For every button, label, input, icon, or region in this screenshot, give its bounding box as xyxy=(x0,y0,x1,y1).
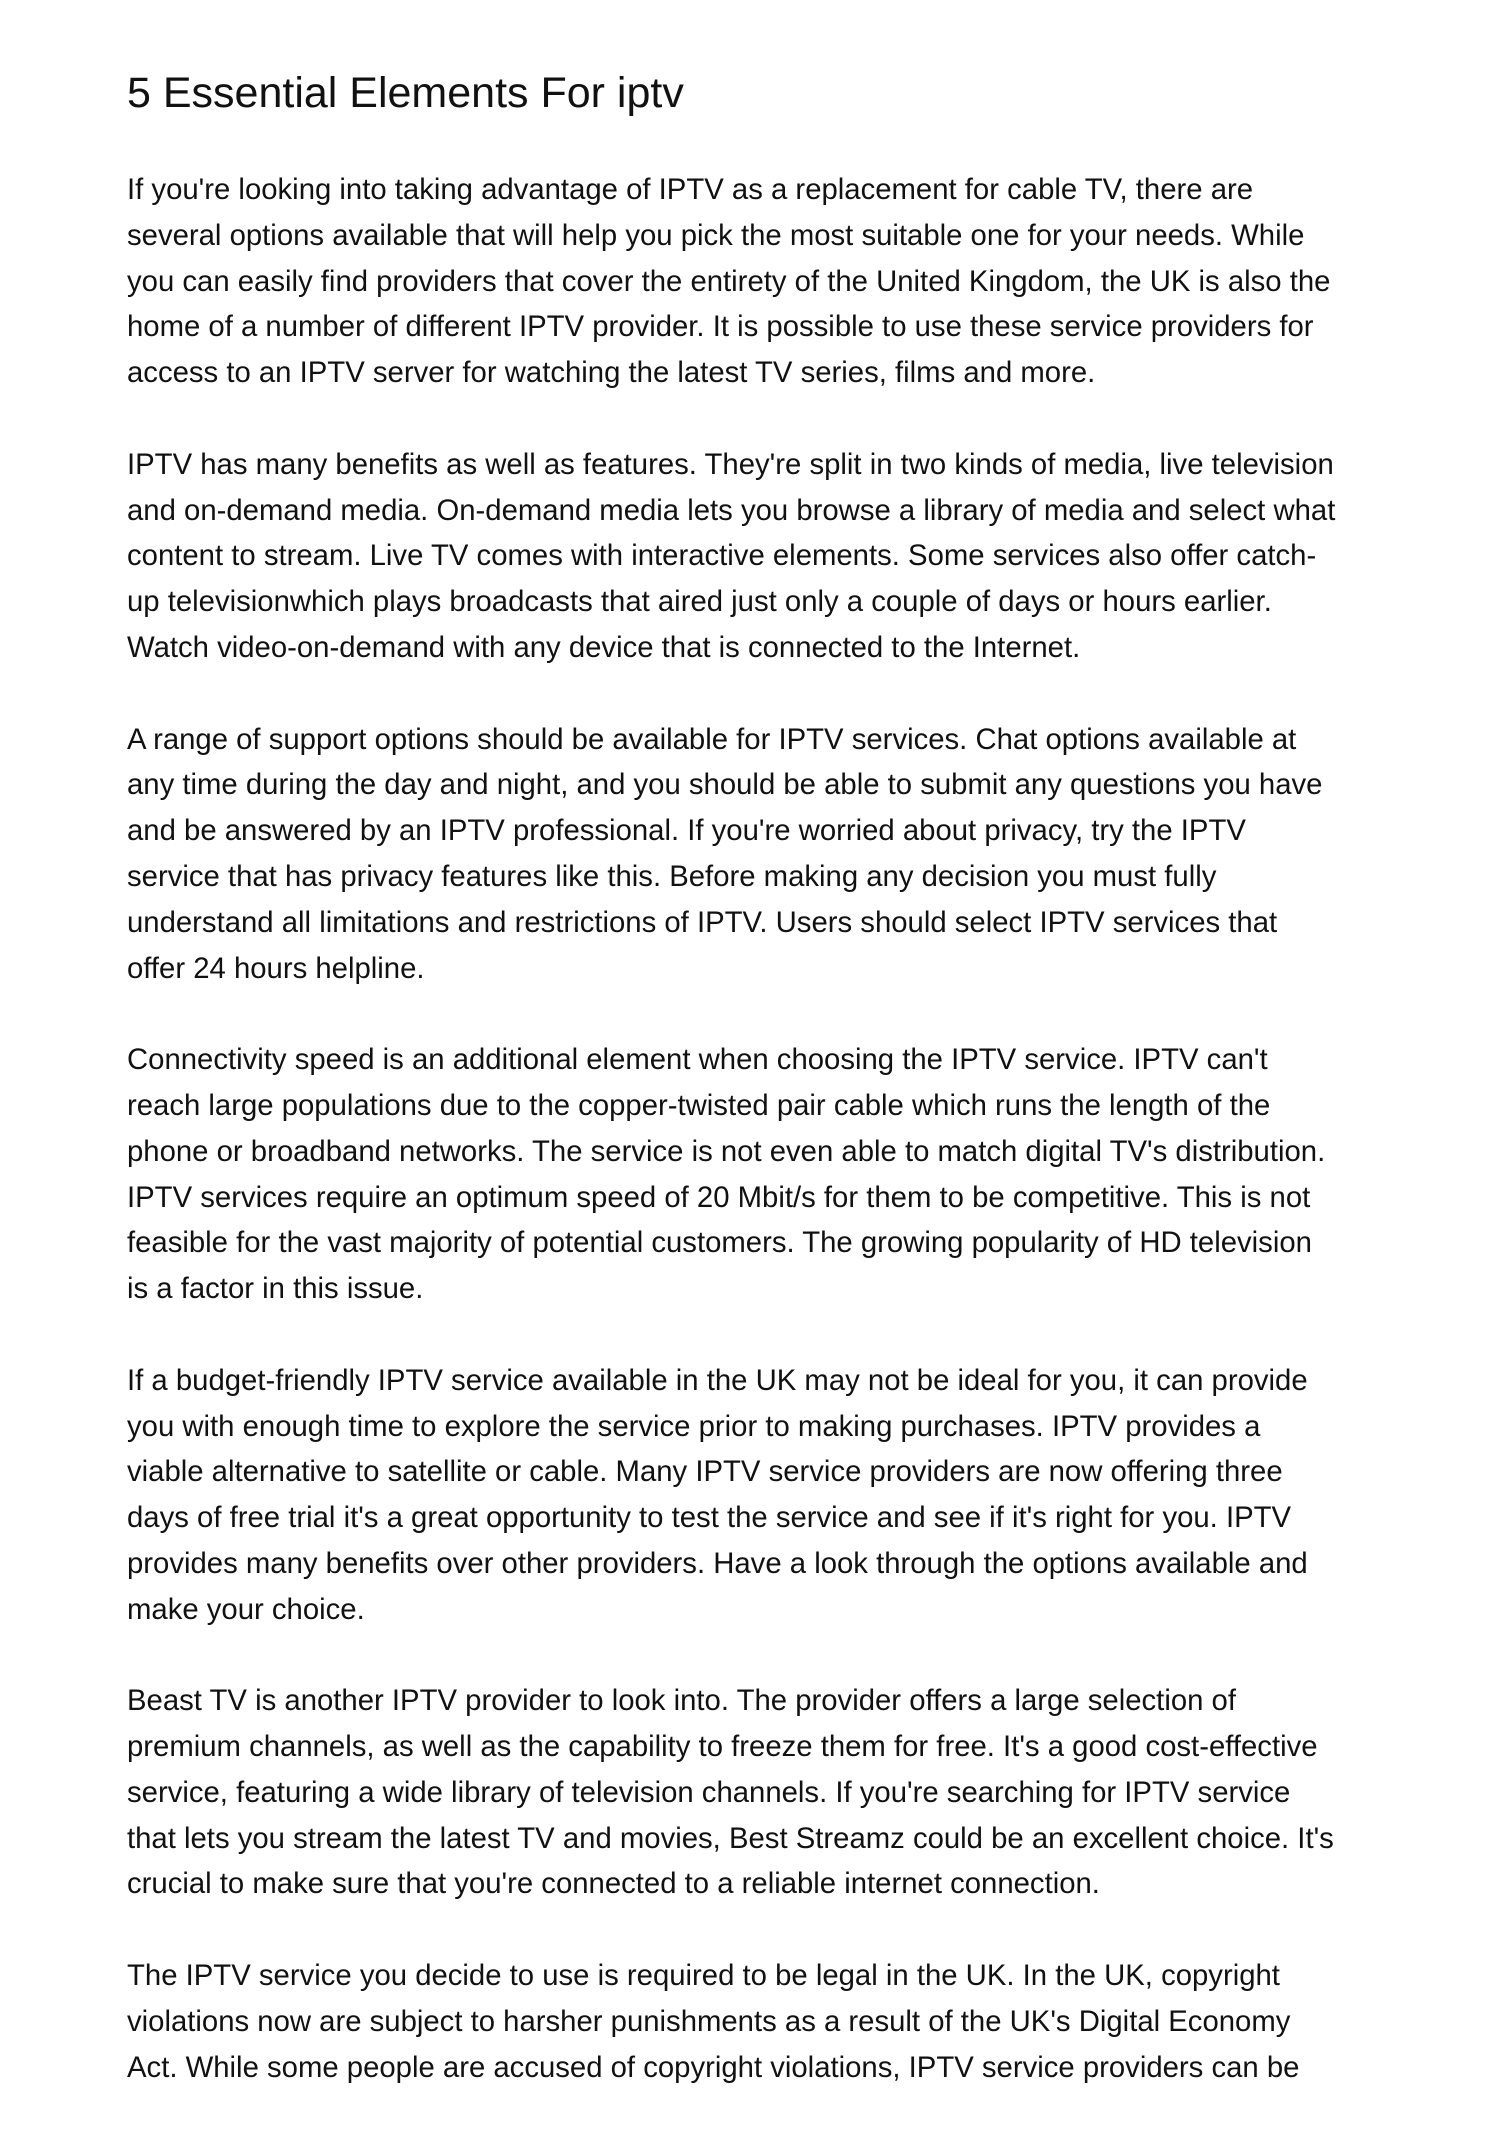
paragraph-line: offer 24 hours helpline. xyxy=(127,951,425,985)
paragraph-line: A range of support options should be available for IPTV services. Chat options available at xyxy=(127,722,1297,756)
paragraph-line: If a budget-friendly IPTV service available in the UK may not be ideal for you, it can provide xyxy=(127,1363,1308,1397)
paragraph-line: Connectivity speed is an additional element when choosing the IPTV service. IPTV can't xyxy=(127,1043,1268,1077)
paragraph-line: up televisionwhich plays broadcasts that aired just only a couple of days or hours earlier. xyxy=(127,585,1272,619)
page-title: 5 Essential Elements For iptv xyxy=(127,69,684,117)
paragraph-line: access to an IPTV server for watching the latest TV series, films and more. xyxy=(127,356,1096,390)
paragraph-line: phone or broadband networks. The service is not even able to match digital TV's distribution. xyxy=(127,1134,1326,1168)
paragraph xyxy=(127,1953,1389,2090)
paragraph-line: that lets you stream the latest TV and movies, Best Streamz could be an excellent choice. It's xyxy=(127,1821,1334,1855)
paragraph xyxy=(127,1037,1389,1312)
paragraph-line: Watch video-on-demand with any device that is connected to the Internet. xyxy=(127,630,1081,664)
paragraph-line: you with enough time to explore the service prior to making purchases. IPTV provides a xyxy=(127,1409,1261,1443)
paragraph-line: feasible for the vast majority of potential customers. The growing popularity of HD television xyxy=(127,1226,1312,1260)
paragraph-line: Beast TV is another IPTV provider to look into. The provider offers a large selection of xyxy=(127,1684,1236,1718)
paragraph-line: several options available that will help you pick the most suitable one for your needs. While xyxy=(127,218,1305,252)
paragraph-line: viable alternative to satellite or cable. Many IPTV service providers are now offering three xyxy=(127,1455,1283,1489)
paragraph xyxy=(127,1678,1389,1907)
paragraph xyxy=(127,717,1389,992)
paragraph-line: days of free trial it's a great opportunity to test the service and see if it's right for you. IPTV xyxy=(127,1501,1292,1535)
paragraph-line: and be answered by an IPTV professional. If you're worried about privacy, try the IPTV xyxy=(127,814,1246,848)
paragraph-line: content to stream. Live TV comes with interactive elements. Some services also offer catch- xyxy=(127,539,1317,573)
paragraph-line: If you're looking into taking advantage of IPTV as a replacement for cable TV, there are xyxy=(127,173,1254,206)
paragraph-line: IPTV has many benefits as well as features. They're split in two kinds of media, live television xyxy=(127,447,1334,481)
paragraph xyxy=(127,442,1389,671)
paragraph xyxy=(127,1358,1389,1633)
paragraph-line: Act. While some people are accused of copyright violations, IPTV service providers can be xyxy=(127,2050,1300,2084)
paragraph-line: service that has privacy features like this. Before making any decision you must fully xyxy=(127,859,1217,893)
paragraph-line: you can easily find providers that cover the entirety of the United Kingdom, the UK is also the xyxy=(127,264,1331,298)
paragraph-line: understand all limitations and restrictions of IPTV. Users should select IPTV services that xyxy=(127,905,1278,939)
paragraph-line: reach large populations due to the copper-twisted pair cable which runs the length of the xyxy=(127,1088,1271,1122)
paragraph-line: The IPTV service you decide to use is required to be legal in the UK. In the UK, copyright xyxy=(127,1959,1280,1993)
paragraph-line: IPTV services require an optimum speed of 20 Mbit/s for them to be competitive. This is not xyxy=(127,1180,1311,1214)
paragraph-line: violations now are subject to harsher punishments as a result of the UK's Digital Economy xyxy=(127,2004,1291,2038)
paragraph-line: any time during the day and night, and you should be able to submit any questions you have xyxy=(127,768,1323,802)
paragraph-line: service, featuring a wide library of television channels. If you're searching for IPTV service xyxy=(127,1775,1291,1809)
article-body xyxy=(127,167,1389,2136)
paragraph-line: home of a number of different IPTV provider. It is possible to use these service providers for xyxy=(127,310,1314,344)
paragraph xyxy=(127,167,1389,396)
paragraph-line: make your choice. xyxy=(127,1592,365,1626)
paragraph-line: is a factor in this issue. xyxy=(127,1272,424,1306)
paragraph-line: premium channels, as well as the capability to freeze them for free. It's a good cost-effective xyxy=(127,1730,1318,1764)
paragraph-line: and on-demand media. On-demand media lets you browse a library of media and select what xyxy=(127,493,1336,527)
paragraph-line: crucial to make sure that you're connected to a reliable internet connection. xyxy=(127,1867,1100,1901)
paragraph-line: provides many benefits over other providers. Have a look through the options available and xyxy=(127,1546,1308,1580)
